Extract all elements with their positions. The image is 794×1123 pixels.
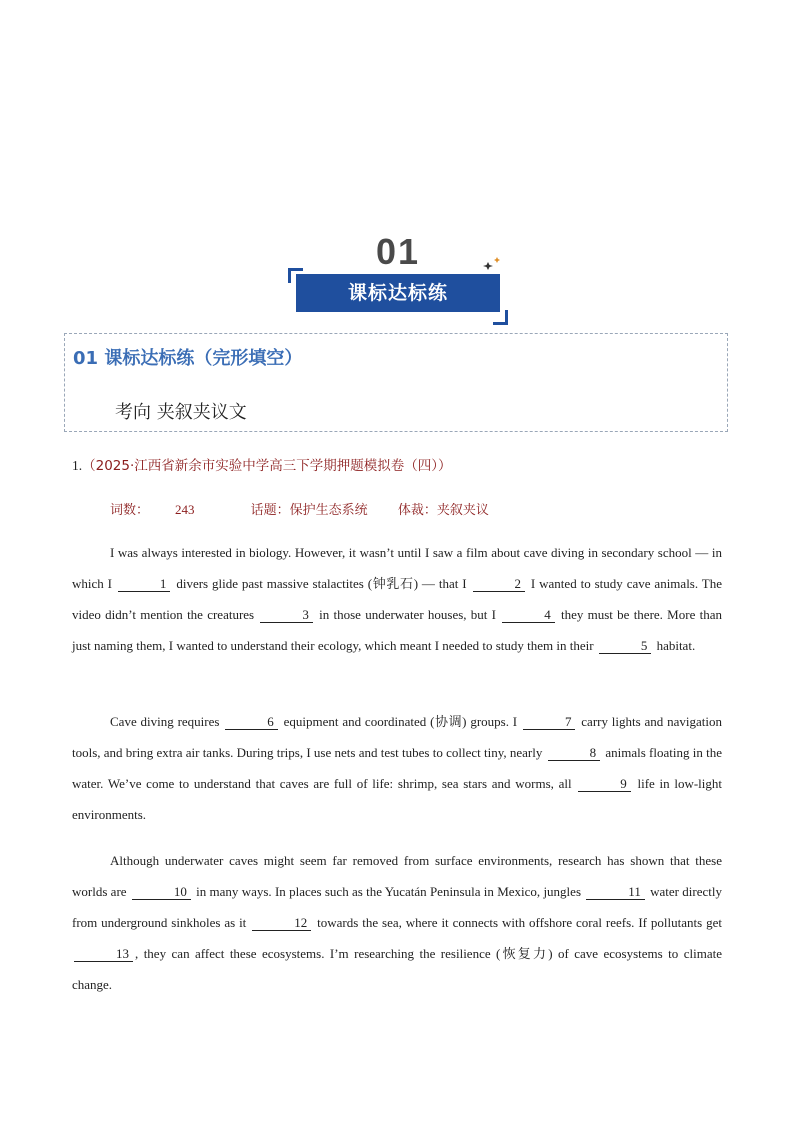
blank-13[interactable]: 13	[74, 947, 133, 962]
question-meta	[110, 499, 515, 518]
question-source: （2025·江西省新余市实验中学高三下学期押题模拟卷（四））	[82, 458, 452, 474]
question-heading	[72, 454, 452, 474]
blank-7[interactable]: 7	[523, 715, 576, 730]
blank-3[interactable]: 3	[260, 608, 313, 623]
section-banner	[286, 232, 510, 324]
passage-paragraph-2: Cave diving requires 6 equipment and coordinated (协调) groups. I 7 carry lights and navigation tools, and bring extra air tanks. During trips, I use nets and test tubes to collect tiny, nearly 8 animals floating in the water. We’ve come to understand that caves are full of life: shrimp, sea stars and worms, all 9 life in low-light environments.	[72, 714, 722, 822]
blank-2[interactable]: 2	[473, 577, 526, 592]
topic: 话题：保护生态系统	[250, 503, 368, 518]
blank-8[interactable]: 8	[548, 746, 601, 761]
section-direction: 考向 夹叙夹议文	[115, 402, 247, 423]
banner-number: 01	[375, 231, 421, 272]
question-number: 1.	[72, 458, 83, 473]
word-count: 词数： 243	[110, 502, 195, 518]
blank-12[interactable]: 12	[252, 916, 311, 931]
section-title: 01 课标达标练（完形填空）	[73, 348, 303, 369]
blank-4[interactable]: 4	[502, 608, 555, 623]
blank-1[interactable]: 1	[118, 577, 171, 592]
blank-9[interactable]: 9	[578, 777, 631, 792]
passage-paragraph-3: Although underwater caves might seem far removed from surface environments, research has shown that these worlds are 10 in many ways. In places such as the Yucatán Peninsula in Mexico, jungles 11 water directly from underground sinkholes as it 12 towards the sea, where it connects with offshore coral reefs. If pollutants get 13 , they can affect these ecosystems. I’m researching the resilience (恢复力) of cave ecosystems to climate change.	[72, 853, 722, 992]
blank-5[interactable]: 5	[599, 639, 652, 654]
sparkle-icon	[482, 256, 504, 274]
blank-11[interactable]: 11	[586, 885, 645, 900]
genre: 体裁：夹叙夹议	[397, 503, 489, 518]
section-header-box	[64, 333, 728, 432]
banner-label: 课标达标练	[296, 274, 500, 312]
banner-corner-bottom-right	[493, 310, 508, 325]
blank-10[interactable]: 10	[132, 885, 191, 900]
blank-6[interactable]: 6	[225, 715, 278, 730]
passage-paragraph-1: I was always interested in biology. However, it wasn’t until I saw a film about cave diving in secondary school — in which I 1 divers glide past massive stalactites (钟乳石) — that I 2 I wanted to study cave animals. The video didn’t mention the creatures 3 in those underwater houses, but I 4 they must be there. More than just naming them, I wanted to understand their ecology, which meant I needed to study them in their 5 habitat.	[72, 545, 722, 653]
